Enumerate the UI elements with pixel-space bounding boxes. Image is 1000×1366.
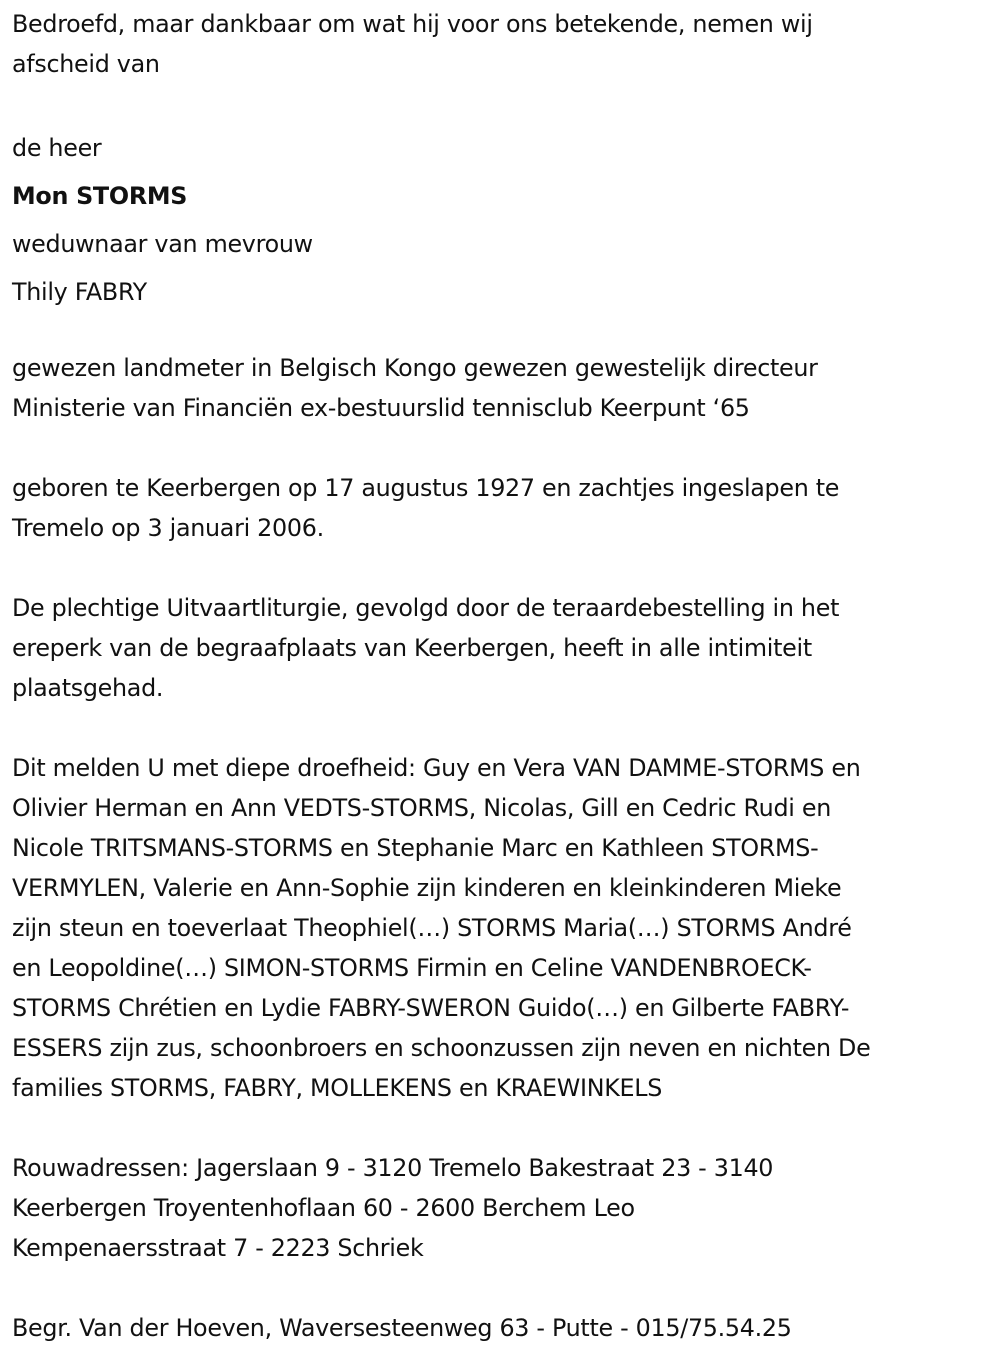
- text-line: en Leopoldine(…) SIMON-STORMS Firmin en Celine VANDENBROECK-: [12, 954, 812, 982]
- addresses-paragraph: [12, 1148, 1000, 1268]
- title-prefix: de heer: [12, 134, 102, 162]
- text-line: Olivier Herman en Ann VEDTS-STORMS, Nicolas, Gill en Cedric Rudi en: [12, 794, 832, 822]
- text-line: geboren te Keerbergen op 17 augustus 1927 en zachtjes ingeslapen te: [12, 474, 840, 502]
- spouse-name: Thily FABRY: [12, 278, 147, 306]
- text-line: Rouwadressen: Jagerslaan 9 - 3120 Tremelo Bakestraat 23 - 3140: [12, 1154, 774, 1182]
- birth-death-paragraph: [12, 468, 1000, 548]
- text-line: afscheid van: [12, 50, 160, 78]
- text-line: Bedroefd, maar dankbaar om wat hij voor ons betekende, nemen wij: [12, 10, 813, 38]
- text-line: Ministerie van Financiën ex-bestuurslid tennisclub Keerpunt ‘65: [12, 394, 750, 422]
- text-line: gewezen landmeter in Belgisch Kongo gewezen gewestelijk directeur: [12, 354, 818, 382]
- text-line: Tremelo op 3 januari 2006.: [12, 514, 324, 542]
- career-paragraph: [12, 348, 1000, 428]
- text-line: ESSERS zijn zus, schoonbroers en schoonzussen zijn neven en nichten De: [12, 1034, 871, 1062]
- text-line: plaatsgehad.: [12, 674, 164, 702]
- text-line: STORMS Chrétien en Lydie FABRY-SWERON Guido(…) en Gilberte FABRY-: [12, 994, 850, 1022]
- deceased-name: Mon STORMS: [12, 182, 188, 210]
- intro-paragraph: [12, 4, 1000, 84]
- undertaker: Begr. Van der Hoeven, Waversesteenweg 63 - Putte - 015/75.54.25: [12, 1314, 792, 1342]
- family-paragraph: [12, 748, 1000, 1108]
- funeral-paragraph: [12, 588, 1000, 708]
- text-line: Dit melden U met diepe droefheid: Guy en Vera VAN DAMME-STORMS en: [12, 754, 861, 782]
- text-line: families STORMS, FABRY, MOLLEKENS en KRAEWINKELS: [12, 1074, 663, 1102]
- widower-of: weduwnaar van mevrouw: [12, 230, 313, 258]
- text-line: ereperk van de begraafplaats van Keerbergen, heeft in alle intimiteit: [12, 634, 812, 662]
- text-line: De plechtige Uitvaartliturgie, gevolgd door de teraardebestelling in het: [12, 594, 840, 622]
- text-line: Kempenaersstraat 7 - 2223 Schriek: [12, 1234, 424, 1262]
- text-line: Keerbergen Troyentenhoflaan 60 - 2600 Berchem Leo: [12, 1194, 635, 1222]
- text-line: VERMYLEN, Valerie en Ann-Sophie zijn kinderen en kleinkinderen Mieke: [12, 874, 842, 902]
- text-line: zijn steun en toeverlaat Theophiel(…) STORMS Maria(…) STORMS André: [12, 914, 852, 942]
- text-line: Nicole TRITSMANS-STORMS en Stephanie Marc en Kathleen STORMS-: [12, 834, 819, 862]
